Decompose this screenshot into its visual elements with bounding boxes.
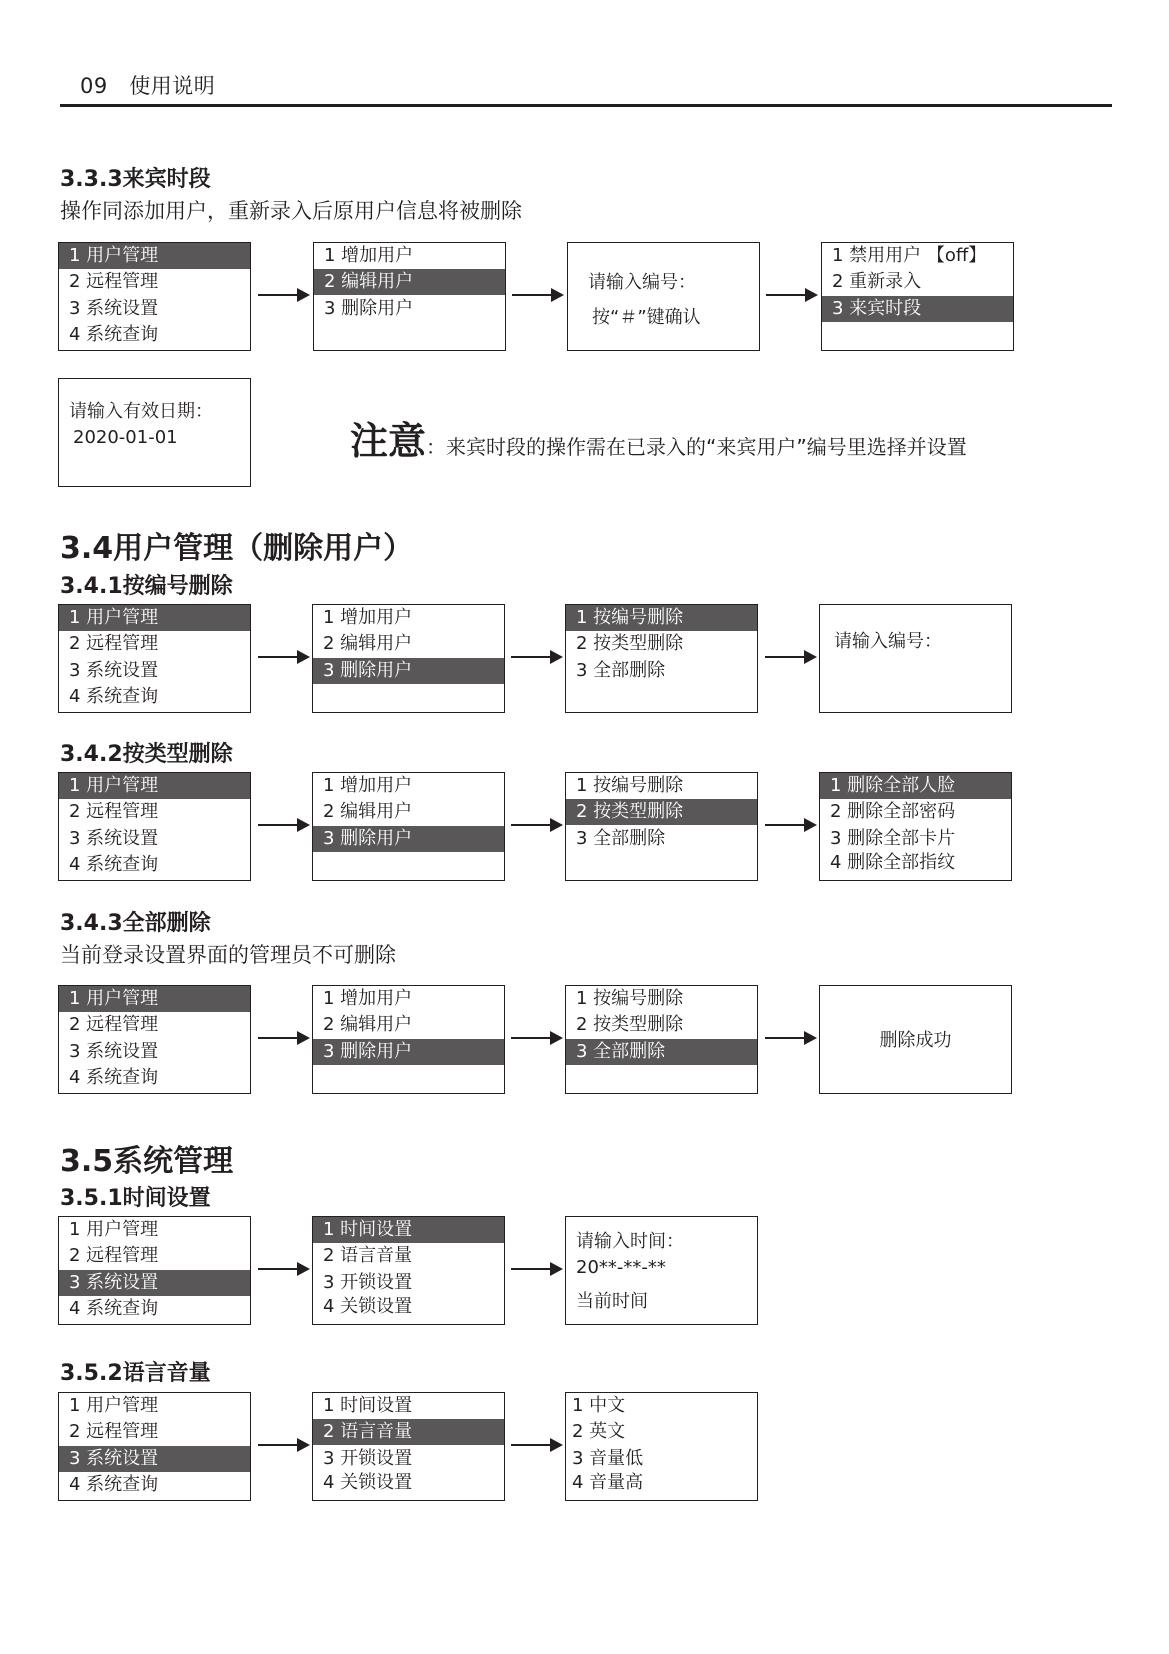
section-heading-3-4-2: 3.4.2按类型删除 bbox=[60, 742, 233, 767]
menu-box-delete bbox=[565, 604, 758, 713]
menu-item-delete-user: 3 删除用户 bbox=[313, 1039, 504, 1065]
menu-box-main bbox=[58, 772, 251, 881]
arrow-icon bbox=[258, 1438, 310, 1452]
menu-item-delete-user: 3 删除用户 bbox=[324, 298, 414, 319]
menu-item-delete-by-type: 2 按类型删除 bbox=[566, 799, 757, 825]
menu-box-system bbox=[312, 1216, 505, 1325]
menu-item-language-volume: 2 语言音量 bbox=[323, 1245, 413, 1266]
date-prompt: 请输入有效日期： bbox=[69, 401, 213, 422]
note-title: 注意 bbox=[350, 419, 427, 463]
menu-item-add-user: 1 增加用户 bbox=[323, 607, 413, 628]
menu-item-user-mgmt: 1 用户管理 bbox=[69, 1395, 159, 1416]
menu-item-delete-by-type: 2 按类型删除 bbox=[576, 633, 684, 654]
menu-item-edit-user: 2 编辑用户 bbox=[323, 801, 413, 822]
menu-item-remote-mgmt: 2 远程管理 bbox=[69, 1245, 159, 1266]
menu-item-volume-low: 3 音量低 bbox=[572, 1448, 644, 1469]
menu-item-system-settings: 3 系统设置 bbox=[69, 828, 159, 849]
time-input-box bbox=[565, 1216, 758, 1325]
menu-item-add-user: 1 增加用户 bbox=[324, 245, 414, 266]
menu-item-remote-mgmt: 2 远程管理 bbox=[69, 271, 159, 292]
page-header bbox=[80, 70, 215, 100]
menu-item-user-mgmt: 1 用户管理 bbox=[59, 773, 250, 799]
time-prompt: 请输入时间： bbox=[576, 1231, 684, 1252]
menu-item-edit-user: 2 编辑用户 bbox=[323, 1014, 413, 1035]
menu-item-system-query: 4 系统查询 bbox=[69, 1067, 159, 1088]
menu-item-volume-high: 4 音量高 bbox=[572, 1472, 644, 1493]
section-heading-3-4: 3.4用户管理（删除用户） bbox=[60, 531, 414, 566]
current-time-label: 当前时间 bbox=[576, 1291, 648, 1312]
arrow-icon bbox=[258, 1031, 310, 1045]
header-rule bbox=[60, 104, 1112, 107]
arrow-icon bbox=[258, 650, 310, 664]
menu-item-delete-by-number: 1 按编号删除 bbox=[566, 605, 757, 631]
date-input-box bbox=[58, 378, 251, 487]
menu-item-lock-setting: 4 关锁设置 bbox=[323, 1296, 413, 1317]
menu-item-remote-mgmt: 2 远程管理 bbox=[69, 633, 159, 654]
time-format: 20**-**-** bbox=[576, 1257, 666, 1278]
menu-item-delete-user: 3 删除用户 bbox=[313, 826, 504, 852]
arrow-icon bbox=[511, 1262, 563, 1276]
menu-item-unlock-setting: 3 开锁设置 bbox=[323, 1272, 413, 1293]
note-text: ：来宾时段的操作需在已录入的“来宾用户”编号里选择并设置 bbox=[426, 435, 967, 459]
menu-item-delete-all: 3 全部删除 bbox=[576, 828, 666, 849]
menu-item-user-mgmt: 1 用户管理 bbox=[59, 986, 250, 1012]
menu-item-language-volume: 2 语言音量 bbox=[313, 1419, 504, 1445]
menu-item-remote-mgmt: 2 远程管理 bbox=[69, 801, 159, 822]
section-heading-3-4-1: 3.4.1按编号删除 bbox=[60, 574, 233, 599]
menu-item-system-query: 4 系统查询 bbox=[69, 1298, 159, 1319]
menu-box-delete bbox=[565, 985, 758, 1094]
input-number-prompt: 请输入编号： bbox=[588, 272, 696, 293]
section-heading-3-5-1: 3.5.1时间设置 bbox=[60, 1186, 211, 1211]
menu-item-english: 2 英文 bbox=[572, 1421, 626, 1442]
menu-item-delete-all: 3 全部删除 bbox=[576, 660, 666, 681]
input-number-box bbox=[567, 242, 760, 351]
menu-item-guest-period: 3 来宾时段 bbox=[822, 296, 1013, 322]
menu-item-time-setting: 1 时间设置 bbox=[313, 1217, 504, 1243]
menu-item-delete-by-type: 2 按类型删除 bbox=[576, 1014, 684, 1035]
menu-item-unlock-setting: 3 开锁设置 bbox=[323, 1448, 413, 1469]
menu-item-system-settings: 3 系统设置 bbox=[59, 1270, 250, 1296]
menu-box-user bbox=[312, 604, 505, 713]
date-value: 2020-01-01 bbox=[73, 427, 178, 448]
menu-item-user-mgmt: 1 用户管理 bbox=[59, 605, 250, 631]
section-desc-3-3-3: 操作同添加用户，重新录入后原用户信息将被删除 bbox=[60, 199, 522, 223]
section-heading-3-4-3: 3.4.3全部删除 bbox=[60, 911, 211, 936]
arrow-icon bbox=[766, 288, 818, 302]
menu-box-delete bbox=[565, 772, 758, 881]
arrow-icon bbox=[258, 288, 310, 302]
menu-box-main bbox=[58, 985, 251, 1094]
menu-item-edit-user: 2 编辑用户 bbox=[323, 633, 413, 654]
menu-item-time-setting: 1 时间设置 bbox=[323, 1395, 413, 1416]
menu-item-system-query: 4 系统查询 bbox=[69, 854, 159, 875]
menu-item-delete-all-faces: 1 删除全部人脸 bbox=[820, 773, 1011, 799]
page-number: 09 bbox=[80, 74, 108, 98]
menu-box-user bbox=[312, 772, 505, 881]
input-number-prompt: 请输入编号： bbox=[834, 631, 942, 652]
menu-item-delete-by-number: 1 按编号删除 bbox=[576, 775, 684, 796]
arrow-icon bbox=[511, 650, 563, 664]
arrow-icon bbox=[511, 1438, 563, 1452]
menu-item-delete-user: 3 删除用户 bbox=[313, 658, 504, 684]
section-heading-3-3-3: 3.3.3来宾时段 bbox=[60, 167, 211, 192]
menu-box-edit bbox=[821, 242, 1014, 351]
menu-item-delete-by-number: 1 按编号删除 bbox=[576, 988, 684, 1009]
menu-item-delete-all: 3 全部删除 bbox=[566, 1039, 757, 1065]
menu-item-system-settings: 3 系统设置 bbox=[59, 1446, 250, 1472]
arrow-icon bbox=[765, 650, 817, 664]
menu-box-language bbox=[565, 1392, 758, 1501]
section-heading-3-5-2: 3.5.2语言音量 bbox=[60, 1361, 211, 1386]
menu-box-system bbox=[312, 1392, 505, 1501]
menu-item-remote-mgmt: 2 远程管理 bbox=[69, 1014, 159, 1035]
menu-item-delete-all-fingerprints: 4 删除全部指纹 bbox=[830, 852, 956, 873]
menu-box-main bbox=[58, 242, 251, 351]
menu-item-system-settings: 3 系统设置 bbox=[69, 660, 159, 681]
arrow-icon bbox=[258, 818, 310, 832]
menu-item-system-query: 4 系统查询 bbox=[69, 686, 159, 707]
menu-item-add-user: 1 增加用户 bbox=[323, 988, 413, 1009]
menu-box-delete-type bbox=[819, 772, 1012, 881]
menu-item-re-enroll: 2 重新录入 bbox=[832, 271, 922, 292]
menu-item-disable-user: 1 禁用用户 【off】 bbox=[832, 245, 987, 266]
note bbox=[350, 410, 967, 465]
confirm-hint: 按“＃”键确认 bbox=[592, 307, 701, 328]
menu-item-delete-all-passwords: 2 删除全部密码 bbox=[830, 801, 956, 822]
menu-item-system-settings: 3 系统设置 bbox=[69, 1041, 159, 1062]
menu-item-system-query: 4 系统查询 bbox=[69, 324, 159, 345]
menu-box-user bbox=[312, 985, 505, 1094]
menu-item-chinese: 1 中文 bbox=[572, 1395, 626, 1416]
arrow-icon bbox=[765, 1031, 817, 1045]
input-number-box bbox=[819, 604, 1012, 713]
doc-title: 使用说明 bbox=[129, 74, 216, 98]
arrow-icon bbox=[511, 1031, 563, 1045]
arrow-icon bbox=[765, 818, 817, 832]
arrow-icon bbox=[258, 1262, 310, 1276]
result-box bbox=[819, 985, 1012, 1094]
delete-success-text: 删除成功 bbox=[879, 1030, 952, 1051]
menu-item-delete-all-cards: 3 删除全部卡片 bbox=[830, 828, 956, 849]
menu-item-remote-mgmt: 2 远程管理 bbox=[69, 1421, 159, 1442]
menu-item-add-user: 1 增加用户 bbox=[323, 775, 413, 796]
menu-box-main bbox=[58, 1216, 251, 1325]
menu-item-lock-setting: 4 关锁设置 bbox=[323, 1472, 413, 1493]
menu-item-user-mgmt: 1 用户管理 bbox=[59, 243, 250, 269]
menu-box-user bbox=[313, 242, 506, 351]
arrow-icon bbox=[512, 288, 564, 302]
menu-item-system-query: 4 系统查询 bbox=[69, 1474, 159, 1495]
menu-item-edit-user: 2 编辑用户 bbox=[314, 269, 505, 295]
section-heading-3-5: 3.5系统管理 bbox=[60, 1144, 234, 1179]
menu-item-system-settings: 3 系统设置 bbox=[69, 298, 159, 319]
menu-item-user-mgmt: 1 用户管理 bbox=[69, 1219, 159, 1240]
section-desc-3-4-3: 当前登录设置界面的管理员不可删除 bbox=[60, 943, 396, 967]
menu-box-main bbox=[58, 604, 251, 713]
arrow-icon bbox=[511, 818, 563, 832]
menu-box-main bbox=[58, 1392, 251, 1501]
